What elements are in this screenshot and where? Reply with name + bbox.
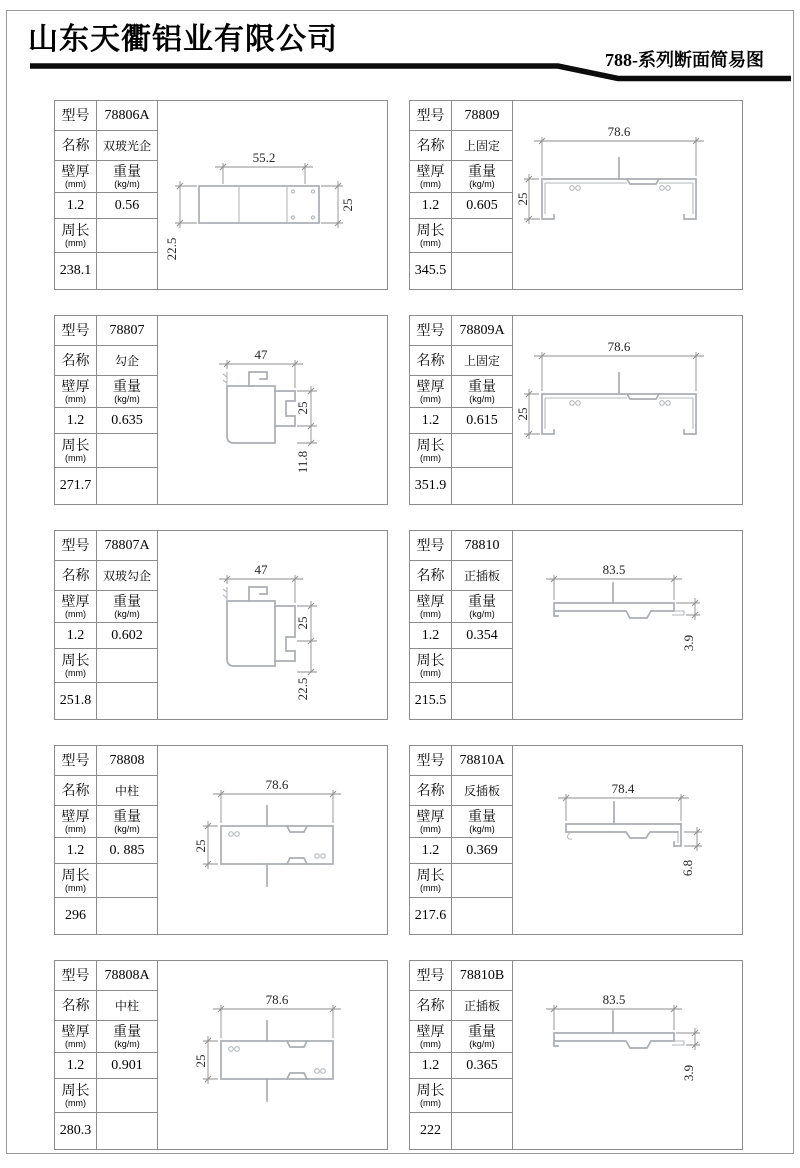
- profile-drawing: [513, 101, 742, 289]
- weight-label-text: 重量: [113, 1023, 141, 1040]
- section-sketch: [513, 316, 742, 504]
- section-sketch: [513, 746, 742, 934]
- name-value: 双玻光企: [97, 131, 158, 161]
- perimeter-label-text: 周长: [416, 1082, 445, 1099]
- weight-unit: (kg/m): [114, 393, 140, 404]
- model-value: 78807A: [97, 531, 158, 561]
- empty-cell: [452, 434, 513, 468]
- empty-cell: [97, 1113, 158, 1149]
- name-value: 勾企: [97, 346, 158, 376]
- profile-drawing: [158, 101, 387, 289]
- empty-cell: [97, 898, 158, 934]
- empty-cell: [97, 683, 158, 719]
- perimeter-value: 215.5: [410, 683, 452, 719]
- dim-width: 83.5: [602, 562, 626, 577]
- name-label: 名称: [410, 776, 452, 806]
- thickness-unit: (mm): [420, 823, 441, 834]
- perimeter-unit: (mm): [420, 882, 441, 893]
- thickness-value: 1.2: [55, 408, 97, 434]
- thickness-value: 1.2: [55, 193, 97, 219]
- thickness-value: 1.2: [55, 1053, 97, 1079]
- weight-value: 0.901: [97, 1053, 158, 1079]
- perimeter-value: 280.3: [55, 1113, 97, 1149]
- weight-label: [97, 161, 158, 193]
- thickness-label-text: 壁厚: [416, 163, 445, 180]
- empty-cell: [452, 864, 513, 898]
- thickness-value: 1.2: [410, 838, 452, 864]
- empty-cell: [97, 864, 158, 898]
- profile-drawing: [513, 316, 742, 504]
- perimeter-value: 217.6: [410, 898, 452, 934]
- weight-value: 0.615: [452, 408, 513, 434]
- model-label: 型号: [410, 531, 452, 561]
- weight-unit: (kg/m): [114, 178, 140, 189]
- dim-height: 25: [193, 1054, 208, 1068]
- weight-label: [97, 806, 158, 838]
- perimeter-unit: (mm): [65, 1097, 86, 1108]
- perimeter-label: [410, 1079, 452, 1113]
- weight-value: 0.602: [97, 623, 158, 649]
- section-sketch: [158, 531, 387, 719]
- weight-unit: (kg/m): [469, 393, 495, 404]
- name-label: 名称: [410, 561, 452, 591]
- section-sketch: [158, 101, 387, 289]
- thickness-label: [410, 161, 452, 193]
- weight-label-text: 重量: [113, 163, 141, 180]
- weight-label: [452, 161, 513, 193]
- thickness-label-text: 壁厚: [416, 593, 445, 610]
- dim-width: 47: [254, 347, 268, 362]
- model-value: 78810B: [452, 961, 513, 991]
- dim-width: 83.5: [602, 992, 626, 1007]
- perimeter-label-text: 周长: [416, 222, 445, 239]
- section-sketch: [158, 316, 387, 504]
- weight-label-text: 重量: [113, 593, 141, 610]
- name-label: 名称: [55, 561, 97, 591]
- name-value: 双玻勾企: [97, 561, 158, 591]
- perimeter-label-text: 周长: [61, 437, 90, 454]
- thickness-value: 1.2: [410, 623, 452, 649]
- model-label: 型号: [410, 101, 452, 131]
- thickness-value: 1.2: [410, 193, 452, 219]
- empty-cell: [97, 434, 158, 468]
- profile-card: [54, 960, 388, 1150]
- weight-unit: (kg/m): [114, 608, 140, 619]
- weight-value: 0.635: [97, 408, 158, 434]
- model-label: 型号: [55, 961, 97, 991]
- empty-cell: [452, 253, 513, 289]
- perimeter-value: 296: [55, 898, 97, 934]
- model-value: 78808A: [97, 961, 158, 991]
- thickness-unit: (mm): [65, 393, 86, 404]
- thickness-unit: (mm): [420, 608, 441, 619]
- empty-cell: [452, 468, 513, 504]
- profile-card: [54, 530, 388, 720]
- dim-height: 25: [295, 616, 310, 630]
- dim-width: 78.6: [607, 124, 631, 139]
- model-label: 型号: [410, 746, 452, 776]
- empty-cell: [452, 649, 513, 683]
- section-sketch: [158, 746, 387, 934]
- empty-cell: [452, 683, 513, 719]
- name-value: 中柱: [97, 776, 158, 806]
- dim-height-right: 25: [340, 198, 355, 212]
- weight-unit: (kg/m): [469, 1038, 495, 1049]
- company-name: 山东天衢铝业有限公司: [28, 23, 338, 56]
- perimeter-label: [55, 864, 97, 898]
- dim-height2: 22.5: [295, 677, 310, 701]
- weight-value: 0.56: [97, 193, 158, 219]
- perimeter-label-text: 周长: [61, 867, 90, 884]
- dim-height-left: 22.5: [164, 237, 179, 261]
- weight-label-text: 重量: [468, 163, 496, 180]
- name-value: 上固定: [452, 131, 513, 161]
- weight-unit: (kg/m): [469, 823, 495, 834]
- thickness-label: [410, 1021, 452, 1053]
- perimeter-label: [55, 219, 97, 253]
- section-sketch: [513, 531, 742, 719]
- perimeter-label-text: 周长: [416, 652, 445, 669]
- thickness-label-text: 壁厚: [416, 1023, 445, 1040]
- empty-cell: [452, 1079, 513, 1113]
- profile-drawing: [513, 746, 742, 934]
- section-sketch: [158, 961, 387, 1149]
- perimeter-value: 351.9: [410, 468, 452, 504]
- thickness-value: 1.2: [410, 1053, 452, 1079]
- dim-height: 25: [515, 407, 530, 421]
- dim-height2: 11.8: [295, 450, 310, 474]
- model-value: 78809: [452, 101, 513, 131]
- perimeter-value: 222: [410, 1113, 452, 1149]
- weight-value: 0.365: [452, 1053, 513, 1079]
- thickness-value: 1.2: [410, 408, 452, 434]
- model-value: 78809A: [452, 316, 513, 346]
- profile-card: [409, 960, 743, 1150]
- profile-card: [409, 315, 743, 505]
- name-value: 上固定: [452, 346, 513, 376]
- empty-cell: [452, 898, 513, 934]
- weight-value: 0. 885: [97, 838, 158, 864]
- perimeter-label: [410, 219, 452, 253]
- weight-value: 0.369: [452, 838, 513, 864]
- weight-label: [97, 1021, 158, 1053]
- perimeter-value: 251.8: [55, 683, 97, 719]
- name-value: 正插板: [452, 561, 513, 591]
- thickness-label: [410, 376, 452, 408]
- perimeter-unit: (mm): [65, 667, 86, 678]
- perimeter-unit: (mm): [65, 237, 86, 248]
- weight-label-text: 重量: [113, 378, 141, 395]
- empty-cell: [452, 219, 513, 253]
- dim-width: 78.6: [265, 777, 289, 792]
- weight-unit: (kg/m): [114, 823, 140, 834]
- perimeter-value: 238.1: [55, 253, 97, 289]
- thickness-label-text: 壁厚: [61, 378, 90, 395]
- thickness-label: [410, 591, 452, 623]
- thickness-value: 1.2: [55, 623, 97, 649]
- series-title: 788-系列断面简易图: [605, 50, 764, 70]
- dim-height: 25: [295, 401, 310, 415]
- profile-drawing: [513, 531, 742, 719]
- model-value: 78810A: [452, 746, 513, 776]
- thickness-label: [55, 161, 97, 193]
- thickness-label-text: 壁厚: [416, 378, 445, 395]
- weight-label-text: 重量: [113, 808, 141, 825]
- empty-cell: [97, 468, 158, 504]
- dim-height: 3.9: [681, 634, 696, 652]
- empty-cell: [97, 649, 158, 683]
- profile-drawing: [158, 316, 387, 504]
- thickness-unit: (mm): [65, 823, 86, 834]
- empty-cell: [97, 1079, 158, 1113]
- weight-unit: (kg/m): [114, 1038, 140, 1049]
- thickness-unit: (mm): [420, 393, 441, 404]
- name-label: 名称: [410, 346, 452, 376]
- profile-drawing: [158, 531, 387, 719]
- perimeter-label: [410, 649, 452, 683]
- model-value: 78807: [97, 316, 158, 346]
- perimeter-unit: (mm): [420, 1097, 441, 1108]
- perimeter-label-text: 周长: [416, 867, 445, 884]
- weight-unit: (kg/m): [469, 608, 495, 619]
- model-value: 78810: [452, 531, 513, 561]
- perimeter-label: [410, 434, 452, 468]
- perimeter-unit: (mm): [65, 452, 86, 463]
- weight-value: 0.354: [452, 623, 513, 649]
- thickness-label-text: 壁厚: [61, 1023, 90, 1040]
- weight-label: [97, 376, 158, 408]
- perimeter-value: 271.7: [55, 468, 97, 504]
- thickness-label-text: 壁厚: [61, 593, 90, 610]
- perimeter-label-text: 周长: [416, 437, 445, 454]
- weight-label: [452, 591, 513, 623]
- thickness-label: [55, 376, 97, 408]
- name-value: 正插板: [452, 991, 513, 1021]
- name-label: 名称: [410, 131, 452, 161]
- dim-height: 6.8: [680, 859, 695, 877]
- thickness-unit: (mm): [65, 178, 86, 189]
- empty-cell: [97, 219, 158, 253]
- perimeter-label-text: 周长: [61, 1082, 90, 1099]
- weight-label-text: 重量: [468, 808, 496, 825]
- thickness-value: 1.2: [55, 838, 97, 864]
- name-label: 名称: [55, 991, 97, 1021]
- weight-label-text: 重量: [468, 378, 496, 395]
- name-label: 名称: [55, 346, 97, 376]
- name-label: 名称: [410, 991, 452, 1021]
- weight-label-text: 重量: [468, 593, 496, 610]
- thickness-unit: (mm): [65, 608, 86, 619]
- weight-label-text: 重量: [468, 1023, 496, 1040]
- profile-card: [409, 100, 743, 290]
- dim-width: 78.4: [611, 781, 635, 796]
- model-label: 型号: [55, 316, 97, 346]
- name-label: 名称: [55, 776, 97, 806]
- thickness-label: [55, 1021, 97, 1053]
- perimeter-unit: (mm): [420, 452, 441, 463]
- section-sketch: [513, 961, 742, 1149]
- profile-drawing: [513, 961, 742, 1149]
- perimeter-unit: (mm): [420, 667, 441, 678]
- perimeter-label: [55, 649, 97, 683]
- thickness-unit: (mm): [420, 178, 441, 189]
- dim-width: 78.6: [607, 339, 631, 354]
- model-label: 型号: [55, 531, 97, 561]
- thickness-unit: (mm): [420, 1038, 441, 1049]
- perimeter-value: 345.5: [410, 253, 452, 289]
- weight-label: [452, 1021, 513, 1053]
- profile-card: [54, 100, 388, 290]
- dim-height: 3.9: [681, 1064, 696, 1082]
- model-label: 型号: [410, 316, 452, 346]
- model-value: 78806A: [97, 101, 158, 131]
- profile-card: [54, 745, 388, 935]
- dim-height: 25: [193, 839, 208, 853]
- thickness-label: [55, 591, 97, 623]
- model-label: 型号: [410, 961, 452, 991]
- thickness-label-text: 壁厚: [61, 808, 90, 825]
- name-value: 中柱: [97, 991, 158, 1021]
- weight-label: [452, 806, 513, 838]
- perimeter-label: [410, 864, 452, 898]
- perimeter-label-text: 周长: [61, 222, 90, 239]
- section-sketch: [513, 101, 742, 289]
- perimeter-label: [55, 1079, 97, 1113]
- dim-width: 78.6: [265, 992, 289, 1007]
- thickness-label-text: 壁厚: [61, 163, 90, 180]
- thickness-label: [410, 806, 452, 838]
- profile-card: [54, 315, 388, 505]
- perimeter-label: [55, 434, 97, 468]
- weight-unit: (kg/m): [469, 178, 495, 189]
- profile-drawing: [158, 961, 387, 1149]
- perimeter-unit: (mm): [420, 237, 441, 248]
- thickness-label: [55, 806, 97, 838]
- profile-card: [409, 745, 743, 935]
- model-label: 型号: [55, 746, 97, 776]
- thickness-unit: (mm): [65, 1038, 86, 1049]
- profile-drawing: [158, 746, 387, 934]
- perimeter-label-text: 周长: [61, 652, 90, 669]
- weight-label: [452, 376, 513, 408]
- model-label: 型号: [55, 101, 97, 131]
- empty-cell: [452, 1113, 513, 1149]
- profile-card: [409, 530, 743, 720]
- perimeter-unit: (mm): [65, 882, 86, 893]
- dim-width: 47: [254, 562, 268, 577]
- dim-width: 55.2: [252, 150, 276, 165]
- empty-cell: [97, 253, 158, 289]
- name-label: 名称: [55, 131, 97, 161]
- weight-label: [97, 591, 158, 623]
- weight-value: 0.605: [452, 193, 513, 219]
- model-value: 78808: [97, 746, 158, 776]
- dim-height: 25: [515, 192, 530, 206]
- thickness-label-text: 壁厚: [416, 808, 445, 825]
- name-value: 反插板: [452, 776, 513, 806]
